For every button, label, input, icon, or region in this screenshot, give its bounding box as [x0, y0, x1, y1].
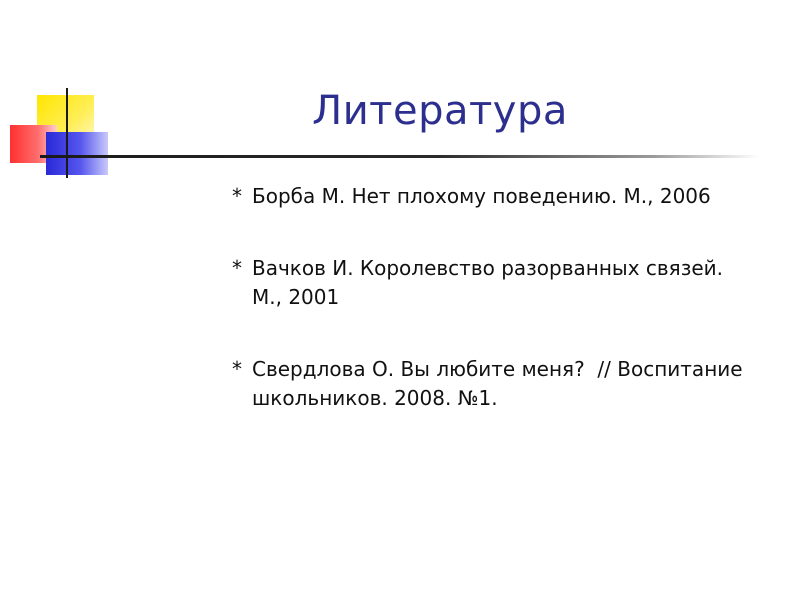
slide-title: Литература — [312, 88, 568, 134]
bullet-marker: * — [232, 184, 242, 208]
reference-text: Свердлова О. Вы любите меня? // Воспитание школьников. 2008. №1. — [252, 357, 749, 410]
reference-item — [232, 254, 752, 312]
reference-item — [232, 182, 752, 211]
bullet-marker: * — [232, 256, 242, 280]
bullet-marker: * — [232, 357, 242, 381]
decorative-blue-square — [46, 132, 108, 175]
reference-text: Борба М. Нет плохому поведению. М., 2006 — [252, 184, 711, 208]
reference-list — [232, 182, 752, 456]
reference-item — [232, 355, 752, 413]
title-underline — [40, 155, 760, 158]
reference-text: Вачков И. Королевство разорванных связей. М., 2001 — [252, 256, 730, 309]
